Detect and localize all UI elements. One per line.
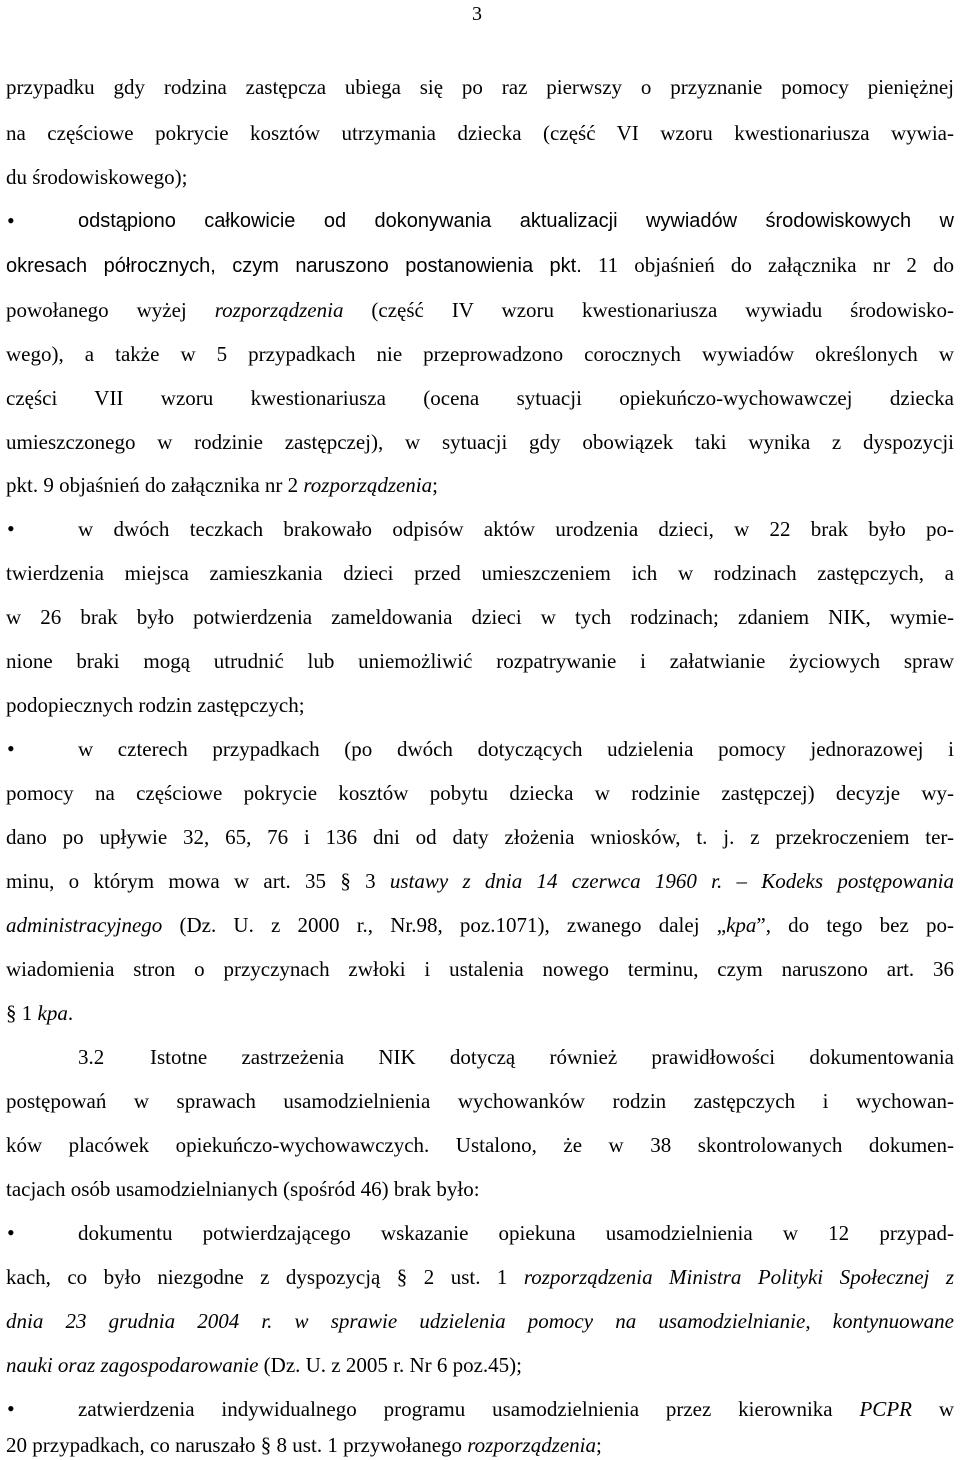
- text-span: rozporządzenia: [214, 298, 344, 322]
- text-line: części VII wzoru kwestionariusza (ocena sytuacji opiekuńczo-wychowawczej dziecka: [6, 386, 954, 410]
- bullet-icon: •: [7, 516, 15, 541]
- text-line: wiadomienia stron o przyczynach zwłoki i ustalenia nowego terminu, czym naruszono art. 36: [6, 957, 954, 981]
- text-span: pkt. 9 objaśnień do załącznika nr 2: [6, 473, 299, 497]
- text-line: ków placówek opiekuńczo-wychowawczych. Ustalono, że w 38 skontrolowanych dokumen-: [6, 1133, 954, 1157]
- text-span: ;: [432, 473, 438, 497]
- text-line: [6, 1264, 954, 1290]
- text-span: ;: [596, 1433, 602, 1457]
- text-span: 20 przypadkach, co naruszało § 8 ust. 1 przywołanego: [6, 1433, 463, 1457]
- page-number: 3: [472, 3, 482, 25]
- text-line: [78, 1396, 954, 1422]
- text-line: [6, 1432, 954, 1458]
- text-span: .: [67, 1001, 74, 1025]
- section-number: 3.2: [78, 1045, 105, 1069]
- text-span: powołanego wyżej: [6, 298, 187, 322]
- text-line: odstąpiono całkowicie od dokonywania aktualizacji wywiadów środowiskowych w: [78, 210, 954, 232]
- text-span: (Dz. U. z 2005 r. Nr 6 poz.45);: [263, 1353, 523, 1377]
- text-line: wego), a także w 5 przypadkach nie przeprowadzono corocznych wywiadów określonych w: [6, 342, 954, 366]
- text-span: minu, o którym mowa w art. 35 § 3: [6, 869, 376, 893]
- bullet-icon: •: [7, 1396, 15, 1421]
- text-span: (część IV wzoru kwestionariusza wywiadu środowisko-: [371, 298, 954, 322]
- text-span: PCPR: [859, 1397, 912, 1421]
- text-line: umieszczonego w rodzinie zastępczej), w sytuacji gdy obowiązek taki wynika z dyspozycji: [6, 430, 954, 454]
- text-line: Istotne zastrzeżenia NIK dotyczą również prawidłowości dokumentowania: [150, 1045, 954, 1069]
- text-span: rozporządzenia: [467, 1433, 597, 1457]
- text-span: § 1: [6, 1001, 33, 1025]
- text-line: tacjach osób usamodzielnianych (spośród 46) brak było:: [6, 1177, 480, 1201]
- text-span: ”, do tego bez po-: [756, 913, 954, 937]
- text-line: postępowań w sprawach usamodzielnienia wychowanków rodzin zastępczych i wychowan-: [6, 1089, 954, 1113]
- text-line: w czterech przypadkach (po dwóch dotyczących udzielenia pomocy jednorazowej i: [78, 737, 954, 761]
- text-span: 11 objaśnień do załącznika nr 2 do: [597, 253, 954, 277]
- text-line: przypadku gdy rodzina zastępcza ubiega się po raz pierwszy o przyznanie pomocy pieniężnej: [6, 75, 954, 99]
- text-span: rozporządzenia Ministra Polityki Społecznej z: [523, 1265, 955, 1289]
- text-line: twierdzenia miejsca zamieszkania dzieci przed umieszczeniem ich w rodzinach zastępczych, a: [6, 561, 954, 585]
- text-line: [6, 1000, 954, 1026]
- text-span: zatwierdzenia indywidualnego programu usamodzielnienia przez kierownika: [78, 1397, 833, 1421]
- text-span: okresach półrocznych, czym naruszono postanowienia pkt.: [6, 255, 582, 277]
- text-span: w: [938, 1397, 954, 1421]
- text-line: dokumentu potwierdzającego wskazanie opiekuna usamodzielnienia w 12 przypad-: [78, 1221, 954, 1245]
- text-span: kach, co było niezgodne z dyspozycją § 2 ust. 1: [6, 1265, 508, 1289]
- text-line: dano po upływie 32, 65, 76 i 136 dni od daty złożenia wniosków, t. j. z przekroczeniem ter-: [6, 825, 954, 849]
- text-line: podopiecznych rodzin zastępczych;: [6, 693, 305, 717]
- text-line: du środowiskowego);: [6, 165, 188, 189]
- text-span: ustawy z dnia 14 czerwca 1960 r. – Kodeks postępowania: [389, 869, 954, 893]
- text-span: kpa: [37, 1001, 68, 1025]
- text-line: w dwóch teczkach brakowało odpisów aktów urodzenia dzieci, w 22 brak było po-: [78, 517, 954, 541]
- text-line: w 26 brak było potwierdzenia zameldowania dzieci w tych rodzinach; zdaniem NIK, wymie-: [6, 605, 954, 629]
- text-line: [6, 472, 954, 498]
- bullet-icon: •: [7, 736, 15, 761]
- text-line: [6, 252, 954, 279]
- text-line: [6, 868, 954, 894]
- text-line: nione braki mogą utrudnić lub uniemożliwić rozpatrywanie i załatwianie życiowych spraw: [6, 649, 954, 673]
- text-span: administracyjnego: [6, 913, 163, 937]
- text-line: [6, 297, 954, 323]
- text-span: nauki oraz zagospodarowanie: [6, 1353, 259, 1377]
- text-line: [6, 912, 954, 938]
- bullet-icon: •: [7, 1220, 15, 1245]
- text-span: kpa: [726, 913, 757, 937]
- bullet-icon: •: [7, 208, 15, 233]
- text-line: na częściowe pokrycie kosztów utrzymania dziecka (część VI wzoru kwestionariusza wywia-: [6, 121, 954, 145]
- text-span: (Dz. U. z 2000 r., Nr.98, poz.1071), zwanego dalej „: [179, 913, 727, 937]
- text-span: rozporządzenia: [303, 473, 433, 497]
- text-line: [6, 1308, 954, 1334]
- text-line: [6, 1352, 954, 1378]
- text-span: dnia 23 grudnia 2004 r. w sprawie udzielenia pomocy na usamodzielnianie, kontynuowane: [6, 1309, 954, 1333]
- text-line: pomocy na częściowe pokrycie kosztów pobytu dziecka w rodzinie zastępczej) decyzje wy-: [6, 781, 954, 805]
